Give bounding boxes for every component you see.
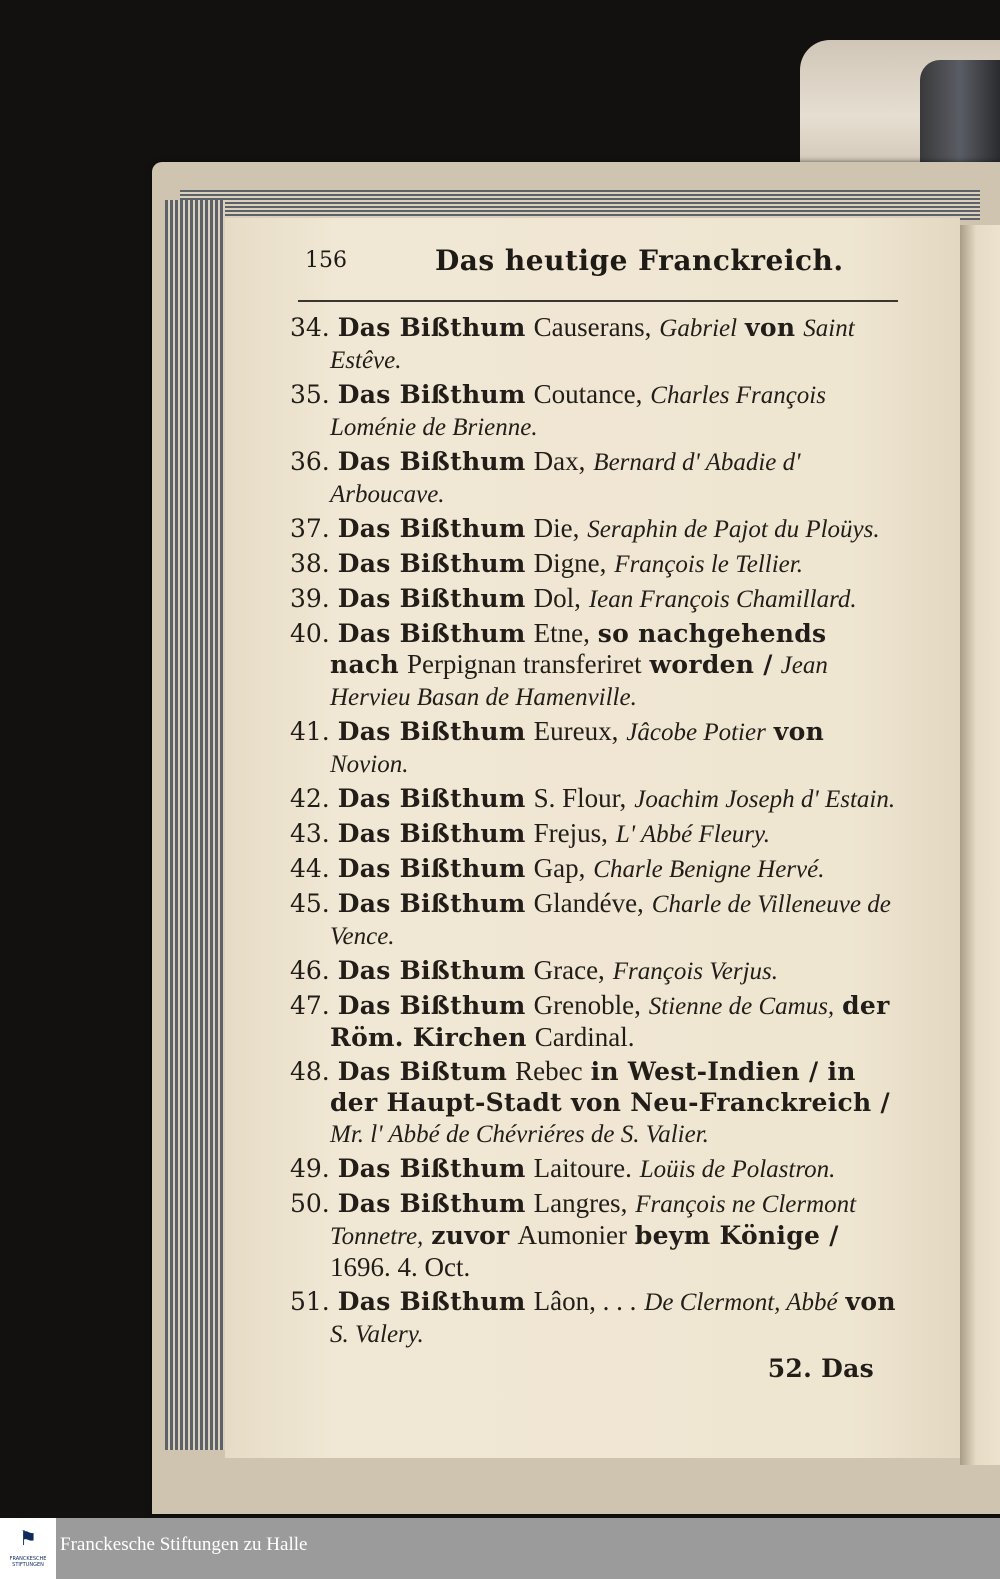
entry-connector-2: beym Könige / <box>634 1221 839 1250</box>
entry-number: 43. <box>290 819 330 848</box>
list-item <box>290 583 902 615</box>
entry-place: Grace, <box>533 955 605 985</box>
list-item <box>290 783 902 815</box>
entry-heading: Das Bißtum <box>337 1057 508 1086</box>
entry-number: 40. <box>290 619 330 648</box>
entry-heading: Das Bißthum <box>337 854 526 883</box>
entry-number: 35. <box>290 380 330 409</box>
entry-person: Charle Benigne Hervé. <box>593 856 825 883</box>
entry-place-cont: Aumonier <box>517 1220 627 1250</box>
entry-connector: von <box>745 313 796 342</box>
entry-person: Seraphin de Pajot du Ploüys. <box>587 516 880 543</box>
entry-place: Causerans, <box>533 312 652 342</box>
running-title: Das heutige Franckreich. <box>435 244 844 277</box>
entry-heading: Das Bißthum <box>337 819 526 848</box>
entry-number: 34. <box>290 313 330 342</box>
entry-place: Digne, <box>533 548 607 578</box>
entry-heading: Das Bißthum <box>337 447 526 476</box>
entry-number: 50. <box>290 1189 330 1218</box>
entry-heading: Das Bißthum <box>337 514 526 543</box>
list-item <box>290 1056 902 1150</box>
entry-connector: so nachgehends nach <box>330 619 827 679</box>
entry-number: 38. <box>290 549 330 578</box>
entry-number: 49. <box>290 1154 330 1183</box>
list-item <box>290 888 902 952</box>
entry-person: Stienne de Camus, <box>648 993 835 1020</box>
entry-number: 51. <box>290 1287 330 1316</box>
logo-caption: FRANCKESCHE STIFTUNGEN <box>9 1556 47 1568</box>
entry-place: Die, <box>533 513 580 543</box>
page-edges-side <box>165 200 225 1450</box>
entry-place: Rebec <box>515 1056 583 1086</box>
footer-bar <box>0 1518 1000 1579</box>
institution-logo <box>0 1518 56 1579</box>
entry-person: Charle de Villeneuve de Vence. <box>330 891 891 950</box>
entry-place: Dol, <box>533 583 581 613</box>
list-item <box>290 548 902 580</box>
institution-name: Franckesche Stiftungen zu Halle <box>60 1534 308 1555</box>
entry-place: Frejus, <box>533 818 608 848</box>
entry-place: Langres, <box>533 1188 628 1218</box>
facing-page-edge <box>960 225 1000 1465</box>
entry-connector: von <box>773 717 825 746</box>
entry-place: Eureux, <box>533 716 619 746</box>
list-item <box>290 853 902 885</box>
entry-number: 44. <box>290 854 330 883</box>
entry-place: Laitoure. <box>533 1153 632 1183</box>
entry-heading: Das Bißthum <box>337 549 526 578</box>
entry-person: Bernard d' Abadie d' Arboucave. <box>330 449 801 508</box>
entry-connector: von <box>845 1287 896 1316</box>
logo-icon: ⚑ <box>19 1526 37 1550</box>
entry-heading: Das Bißthum <box>337 889 526 918</box>
entry-person: Loüis de Polastron. <box>639 1156 836 1183</box>
entry-person: François ne Clermont Tonnetre, <box>330 1191 857 1250</box>
entry-place: Grenoble, <box>533 990 641 1020</box>
entry-heading: Das Bißthum <box>337 956 526 985</box>
entry-place: Lâon, . . . <box>533 1286 637 1316</box>
entry-place: Coutance, <box>533 379 643 409</box>
entry-person-cont: Novion. <box>330 751 409 778</box>
list-item <box>290 618 902 713</box>
entry-place: S. Flour, <box>533 783 627 813</box>
entry-heading: Das Bißthum <box>337 1189 526 1218</box>
entry-number: 46. <box>290 956 330 985</box>
entry-heading: Das Bißthum <box>337 380 526 409</box>
list-item <box>290 955 902 987</box>
running-head <box>305 244 905 288</box>
head-rule <box>298 300 898 302</box>
entry-person: Jean Hervieu Basan de Hamenville. <box>330 652 828 711</box>
catchword <box>290 1353 902 1384</box>
entry-number: 39. <box>290 584 330 613</box>
entry-person: François le Tellier. <box>614 551 803 578</box>
list-item <box>290 312 902 376</box>
page-edges-top <box>180 190 980 220</box>
entry-person: François Verjus. <box>612 958 779 985</box>
entry-number: 42. <box>290 784 330 813</box>
entry-place: Etne, <box>533 618 590 648</box>
entry-heading: Das Bißthum <box>337 784 526 813</box>
entry-heading: Das Bißthum <box>337 717 526 746</box>
entry-heading: Das Bißthum <box>337 1154 526 1183</box>
bishopric-list <box>290 312 902 1387</box>
entry-heading: Das Bißthum <box>337 1287 526 1316</box>
entry-number: 41. <box>290 717 330 746</box>
list-item <box>290 513 902 545</box>
entry-person-cont: S. Valery. <box>330 1321 424 1348</box>
entry-number: 48. <box>290 1057 330 1086</box>
list-item <box>290 379 902 443</box>
entry-number: 37. <box>290 514 330 543</box>
entry-date: 1696. 4. Oct. <box>330 1252 471 1282</box>
entry-connector: in West-Indien / in der Haupt-Stadt von Neu-Franckreich / <box>330 1057 890 1117</box>
entry-number: 47. <box>290 991 330 1020</box>
catchword-text: 52. Das <box>767 1354 874 1383</box>
page-number: 156 <box>305 248 347 273</box>
list-item <box>290 990 902 1053</box>
entry-person: Jâcobe Potier <box>626 719 766 746</box>
entry-place-cont: Cardinal. <box>534 1022 635 1052</box>
list-item <box>290 446 902 510</box>
entry-connector-2: worden / <box>649 650 773 679</box>
entry-heading: Das Bißthum <box>337 619 526 648</box>
entry-number: 36. <box>290 447 330 476</box>
entry-place: Glandéve, <box>533 888 644 918</box>
entry-person: Gabriel <box>659 315 738 342</box>
list-item <box>290 818 902 850</box>
entry-person-cont: Saint Estêve. <box>330 315 855 374</box>
entry-connector: zuvor <box>431 1221 510 1250</box>
entry-person: Iean François Chamillard. <box>588 586 857 613</box>
list-item <box>290 1286 902 1350</box>
entry-person: Charles François Loménie de Brienne. <box>330 382 826 441</box>
entry-heading: Das Bißthum <box>337 991 526 1020</box>
entry-place: Gap, <box>533 853 586 883</box>
list-item <box>290 1188 902 1283</box>
entry-heading: Das Bißthum <box>337 584 526 613</box>
list-item <box>290 1153 902 1185</box>
entry-person: Mr. l' Abbé de Chévriéres de S. Valier. <box>330 1121 709 1148</box>
entry-heading: Das Bißthum <box>337 313 526 342</box>
entry-place: Dax, <box>533 446 586 476</box>
entry-person: De Clermont, Abbé <box>644 1289 838 1316</box>
list-item <box>290 716 902 780</box>
entry-number: 45. <box>290 889 330 918</box>
entry-person: Joachim Joseph d' Estain. <box>634 786 896 813</box>
entry-person: L' Abbé Fleury. <box>615 821 770 848</box>
entry-connector: der Röm. Kirchen <box>330 991 890 1052</box>
entry-place-cont: Perpignan transferiret <box>406 649 642 679</box>
